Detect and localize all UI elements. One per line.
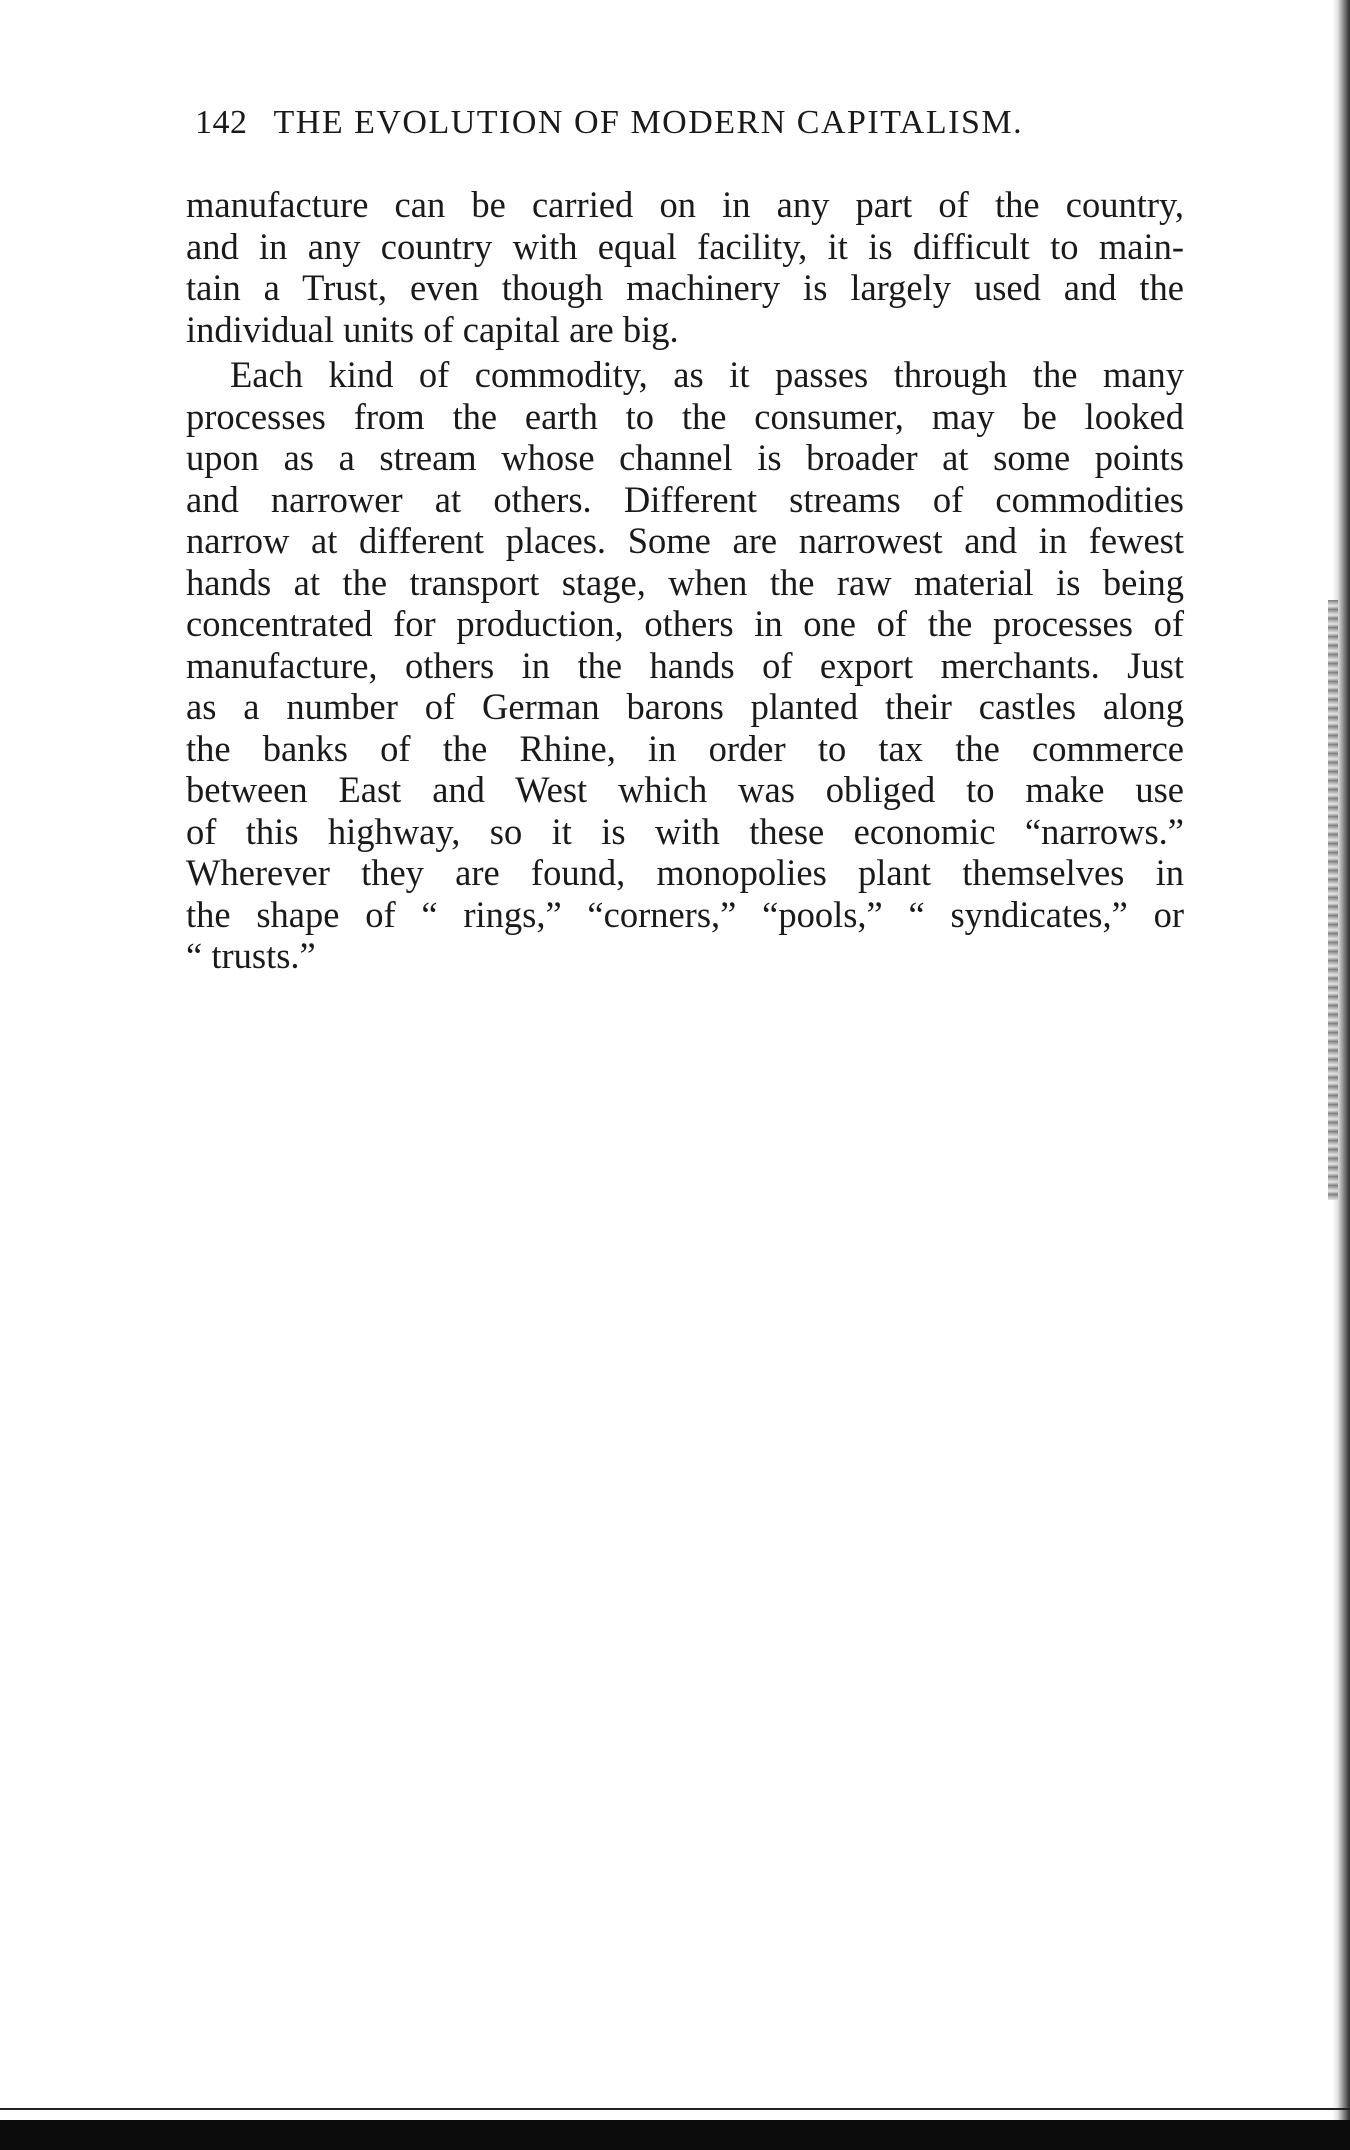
text-line: as a number of German barons planted their castles along xyxy=(186,686,1184,727)
text-line: hands at the transport stage, when the raw material is being xyxy=(186,561,1184,603)
text-line: Wherever they are found, monopolies plant themselves in xyxy=(186,852,1184,893)
running-head xyxy=(195,104,1135,142)
body-text xyxy=(186,184,1184,977)
page-number: 142 xyxy=(195,104,248,141)
text-line: tain a Trust, even though machinery is largely used and the xyxy=(186,267,1184,308)
text-line: of this highway, so it is with these economic “narrows.” xyxy=(186,810,1184,852)
text-line: and narrower at others. Different streams of commodities xyxy=(186,478,1184,520)
text-line: the shape of “ rings,” “corners,” “pools,” “ syndicates,” or xyxy=(186,893,1184,935)
text-line: Each kind of commodity, as it passes through the many xyxy=(230,354,1184,395)
text-line: processes from the earth to the consumer, may be looked xyxy=(186,395,1184,437)
paragraph-2 xyxy=(186,354,1184,977)
text-line: between East and West which was obliged to make use xyxy=(186,769,1184,810)
scan-bottom-rule xyxy=(0,2108,1350,2110)
running-title: THE EVOLUTION OF MODERN CAPITALISM. xyxy=(273,104,1024,141)
scan-edge-speckle xyxy=(1328,600,1338,1200)
text-line: upon as a stream whose channel is broader at some points xyxy=(186,437,1184,478)
text-line: the banks of the Rhine, in order to tax the commerce xyxy=(186,727,1184,769)
scan-bottom-band xyxy=(0,2120,1350,2150)
text-line: and in any country with equal facility, it is difficult to main- xyxy=(186,225,1184,267)
text-line: individual units of capital are big. xyxy=(186,308,679,350)
paragraph-1 xyxy=(186,184,1184,350)
text-line: “ trusts.” xyxy=(186,935,316,976)
text-line: narrow at different places. Some are narrowest and in fewest xyxy=(186,520,1184,561)
text-line: manufacture can be carried on in any part of the country, xyxy=(186,184,1184,225)
text-line: concentrated for production, others in one of the processes of xyxy=(186,603,1184,644)
text-line: manufacture, others in the hands of export merchants. Just xyxy=(186,644,1184,686)
